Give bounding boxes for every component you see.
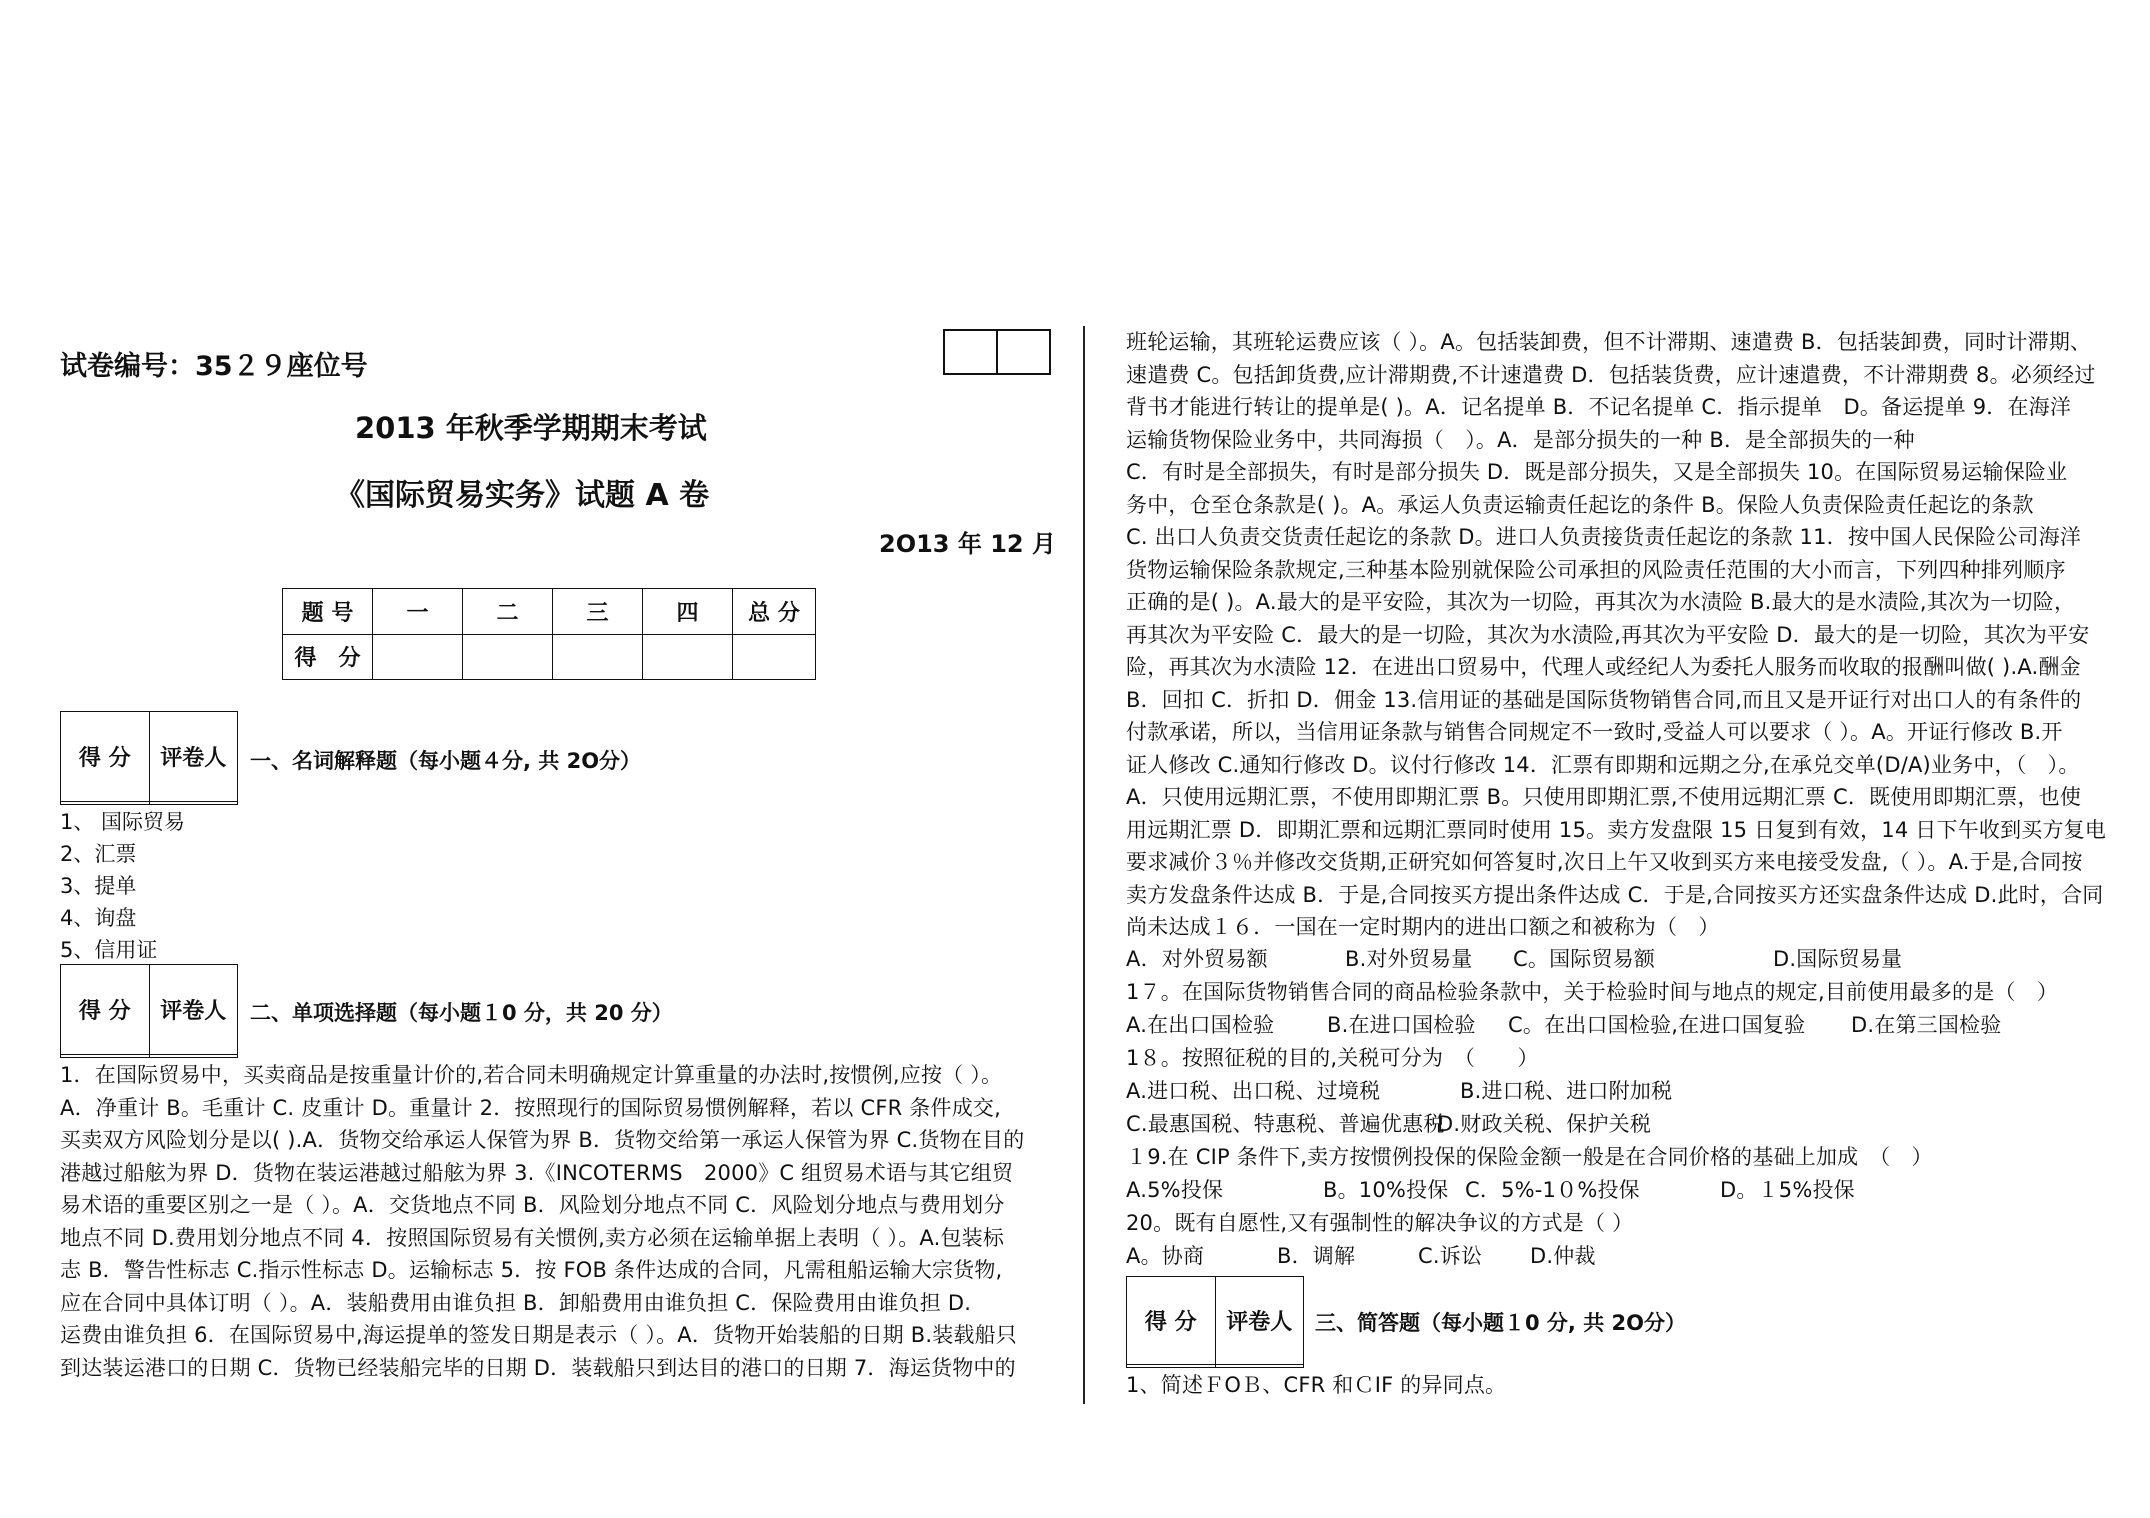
- score-cell[interactable]: [463, 634, 553, 680]
- q19-option-b: B。10%投保: [1323, 1178, 1449, 1202]
- question-text-line: 再其次为平安险 C．最大的是一切险，其次为水渍险,再其次为平安险 D．最大的是一切险，其次为平安: [1126, 622, 2090, 647]
- question-text-line: 用远期汇票 D．即期汇票和远期汇票同时使用 15。卖方发盘限 15 日复到有效，14 日下午收到买方复电: [1126, 817, 2107, 842]
- grader-score-label: 得 分: [61, 965, 150, 1055]
- seat-box-2[interactable]: [997, 330, 1050, 374]
- q16-option-b: B.对外贸易量: [1345, 947, 1473, 971]
- q19-option-c: C．5%-1０%投保: [1465, 1178, 1640, 1202]
- question-text-line: 应在合同中具体订明（ ）。A．装船费用由谁负担 B．卸船费用由谁负担 C．保险费用由谁负担 D.: [60, 1290, 972, 1315]
- question-text-line: 险，再其次为水渍险 12．在进出口贸易中，代理人或经纪人为委托人服务而收取的报酬叫做( ).A.酬金: [1126, 655, 2081, 679]
- score-header: 一: [373, 589, 463, 635]
- grader-score-cell[interactable]: [61, 802, 150, 805]
- grader-box-1: [60, 711, 238, 805]
- short-answer-item: 1、简述ＦOＢ、CFR 和ＣIF 的异同点。: [1126, 1373, 1507, 1397]
- question-text-line: 正确的是( )。A.最大的是平安险，其次为一切险，再其次为水渍险 B.最大的是水渍险,其次为一切险，: [1126, 590, 2076, 614]
- q16-option-d: D.国际贸易量: [1773, 947, 1903, 971]
- question-text-line: 卖方发盘条件达成 B．于是,合同按买方提出条件达成 C．于是,合同按买方还实盘条件达成 D.此时，合同: [1126, 882, 2104, 907]
- grader-score-cell[interactable]: [1127, 1365, 1216, 1368]
- question-text-line: 地点不同 D.费用划分地点不同 4．按照国际贸易有关惯例,卖方必须在运输单据上表明（ ）。A.包装标: [60, 1225, 1005, 1250]
- seat-box-1[interactable]: [944, 330, 997, 374]
- grader-box-2: [60, 964, 238, 1058]
- question-text-line: 货物运输保险条款规定,三种基本险别就保险公司承担的风险责任范围的大小而言，下列四种排列顺序: [1126, 557, 2066, 582]
- score-header: 四: [643, 589, 733, 635]
- q16-option-a: A．对外贸易额: [1126, 947, 1268, 971]
- q17-option-c: C。在出口国检验,在进口国复验: [1508, 1013, 1806, 1037]
- question-text-line: C. 出口人负责交货责任起讫的条款 D。进口人负责接货责任起讫的条款 11．按中国人民保险公司海洋: [1126, 525, 2082, 549]
- term-item: 1、 国际贸易: [60, 810, 186, 834]
- section2-questions-right: [1126, 326, 2116, 944]
- q19-option-a: A.5%投保: [1126, 1178, 1224, 1202]
- question-text-line: 1．在国际贸易中，买卖商品是按重量计价的,若合同未明确规定计算重量的办法时,按惯例,应按（ ）。: [60, 1063, 1003, 1087]
- q18-option-c: C.最惠国税、特惠税、普遍优惠税: [1126, 1112, 1445, 1136]
- question-text-line: A．净重计 B。毛重计 C. 皮重计 D。重量计 2．按照现行的国际贸易惯例解释，若以 CFR 条件成交,: [60, 1095, 1001, 1120]
- question-text-line: 班轮运输，其班轮运费应该（ ）。A。包括装卸费，但不计滞期、速遣费 B．包括装卸费，同时计滞期、: [1126, 330, 2092, 354]
- question-text-line: 运输货物保险业务中，共同海损（ ）。A．是部分损失的一种 B．是全部损失的一种: [1126, 427, 1915, 452]
- section1-title: 一、名词解释题（每小题４分, 共 2O分）: [250, 749, 642, 773]
- section2-title: 二、单项选择题（每小题１0 分，共 20 分）: [250, 1001, 673, 1025]
- q20-option-a: A。协商: [1126, 1244, 1205, 1268]
- question-text-line: A．只使用远期汇票，不使用即期汇票 B。只使用即期汇票,不使用远期汇票 C．既使用即期汇票，也使: [1126, 785, 2082, 809]
- score-cell[interactable]: [553, 634, 643, 680]
- q20-option-b: B．调解: [1277, 1244, 1356, 1268]
- grader-name-label: 评卷人: [149, 965, 238, 1055]
- score-cell[interactable]: [643, 634, 733, 680]
- question-text-line: B．回扣 C．折扣 D．佣金 13.信用证的基础是国际货物销售合同,而且又是开证行对出口人的有条件的: [1126, 687, 2082, 712]
- question-text-line: 运费由谁负担 6．在国际贸易中,海运提单的签发日期是表示（ ）。A．货物开始装船的日期 B.装载船只: [60, 1323, 1018, 1347]
- question-text-line: 背书才能进行转让的提单是( )。A．记名提单 B．不记名提单 C．指示提单 D。备运提单 9．在海洋: [1126, 395, 2072, 419]
- score-cell[interactable]: [373, 634, 463, 680]
- q17-stem: 1７。在国际货物销售合同的商品检验条款中，关于检验时间与地点的规定,目前使用最多的是（ ）: [1126, 980, 2059, 1004]
- score-header: 三: [553, 589, 643, 635]
- exam-code-label: 试卷编号：35２９座位号: [60, 351, 368, 382]
- grader-name-label: 评卷人: [149, 712, 238, 802]
- score-header: 题 号: [283, 589, 373, 635]
- q16-option-c: C。国际贸易额: [1513, 947, 1656, 971]
- column-divider: [1083, 326, 1085, 1404]
- question-text-line: 买卖双方风险划分是以( ).A．货物交给承运人保管为界 B．货物交给第一承运人保管为界 C.货物在目的: [60, 1128, 1025, 1152]
- question-text-line: 港越过船舷为界 D．货物在装运港越过船舷为界 3.《INCOTERMS 2000》C 组贸易术语与其它组贸: [60, 1160, 1014, 1185]
- term-item: 5、信用证: [60, 938, 158, 962]
- q20-option-d: D.仲裁: [1530, 1244, 1596, 1268]
- question-text-line: 证人修改 C.通知行修改 D。议付行修改 14．汇票有即期和远期之分,在承兑交单(D/A)业务中，（ ）。: [1126, 752, 2080, 777]
- grader-score-cell[interactable]: [61, 1055, 150, 1058]
- grader-name-cell[interactable]: [149, 802, 238, 805]
- score-cell[interactable]: [733, 634, 816, 680]
- q17-option-d: D.在第三国检验: [1851, 1013, 2002, 1037]
- q20-option-c: C.诉讼: [1418, 1244, 1483, 1268]
- grader-name-cell[interactable]: [149, 1055, 238, 1058]
- q17-option-b: B.在进口国检验: [1327, 1013, 1476, 1037]
- q18-stem: 1８。按照征税的目的,关税可分为 （ ）: [1126, 1046, 1539, 1070]
- exam-title: 2013 年秋季学期期末考试: [355, 411, 707, 445]
- grader-name-cell[interactable]: [1215, 1365, 1304, 1368]
- q19-stem: １9.在 CIP 条件下,卖方按惯例投保的保险金额一般是在合同价格的基础上加成 （ ）: [1126, 1145, 1933, 1169]
- term-item: 2、汇票: [60, 842, 137, 866]
- section1-term-list: [60, 806, 185, 966]
- seat-number-boxes: [943, 329, 1051, 375]
- grader-box-3: [1126, 1276, 1304, 1368]
- q20-stem: 20。既有自愿性,又有强制性的解决争议的方式是（ ）: [1126, 1211, 1634, 1235]
- section3-title: 三、简答题（每小题１0 分, 共 2O分）: [1315, 1311, 1686, 1335]
- score-table: [282, 588, 816, 680]
- score-row-label: 得 分: [283, 634, 373, 680]
- question-text-line: 到达装运港口的日期 C．货物已经装船完毕的日期 D．装载船只到达目的港口的日期 7．海运货物中的: [60, 1355, 1016, 1380]
- question-text-line: C．有时是全部损失，有时是部分损失 D．既是部分损失，又是全部损失 10。在国际贸易运输保险业: [1126, 460, 2068, 484]
- question-text-line: 速遣费 C。包括卸货费,应计滞期费,不计速遣费 D．包括装货费，应计速遣费，不计滞期费 8。必须经过: [1126, 362, 2096, 387]
- q19-option-d: D。１5%投保: [1720, 1178, 1855, 1202]
- q18-option-b: B.进口税、进口附加税: [1460, 1079, 1673, 1103]
- question-text-line: 易术语的重要区别之一是（ ）。A．交货地点不同 B．风险划分地点不同 C．风险划分地点与费用划分: [60, 1193, 1005, 1217]
- question-text-line: 志 B．警告性标志 C.指示性标志 D。运输标志 5．按 FOB 条件达成的合同，凡需租船运输大宗货物,: [60, 1258, 1003, 1282]
- question-text-line: 务中，仓至仓条款是( )。A。承运人负责运输责任起讫的条件 B。保险人负责保险责任起讫的条款: [1126, 492, 2034, 517]
- q18-option-d: D.财政关税、保护关税: [1437, 1112, 1652, 1136]
- grader-score-label: 得 分: [1127, 1277, 1216, 1365]
- question-text-line: 尚未达成１６．一国在一定时期内的进出口额之和被称为（ ）: [1126, 915, 1720, 939]
- exam-date: 2O13 年 12 月: [879, 530, 1056, 558]
- section2-questions-left: [60, 1059, 1045, 1384]
- score-header: 总 分: [733, 589, 816, 635]
- grader-score-label: 得 分: [61, 712, 150, 802]
- term-item: 3、提单: [60, 874, 137, 898]
- exam-subtitle: 《国际贸易实务》试题 A 卷: [335, 478, 710, 513]
- grader-name-label: 评卷人: [1215, 1277, 1304, 1365]
- q18-option-a: A.进口税、出口税、过境税: [1126, 1079, 1381, 1103]
- question-text-line: 要求减价３％并修改交货期,正研究如何答复时,次日上午又收到买方来电接受发盘,（ ）。A.于是,合同按: [1126, 850, 2083, 874]
- term-item: 4、询盘: [60, 906, 137, 930]
- question-text-line: 付款承诺，所以，当信用证条款与销售合同规定不一致时,受益人可以要求（ ）。A。开证行修改 B.开: [1126, 720, 2063, 744]
- score-header: 二: [463, 589, 553, 635]
- q17-option-a: A.在出口国检验: [1126, 1013, 1275, 1037]
